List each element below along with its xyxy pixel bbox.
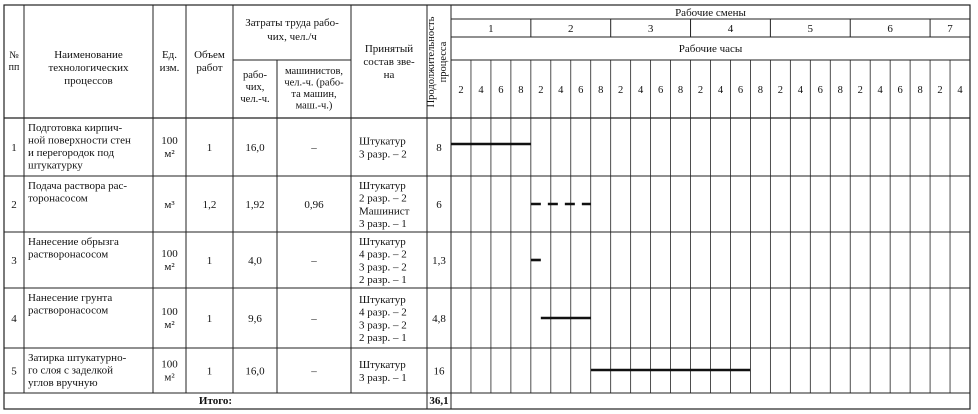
table-body (11, 122, 446, 389)
hour-label: 8 (677, 85, 684, 96)
hour-label: 6 (578, 85, 584, 96)
hour-label: 2 (538, 85, 544, 96)
row-labor-machinists: – (311, 142, 317, 154)
shift-label: 4 (727, 23, 734, 35)
row-unit: 100 (161, 135, 178, 147)
row-num: 4 (11, 313, 17, 325)
header-labor-machinists: маш.-ч.) (295, 100, 333, 112)
row-crew: 3 разр. – 2 (359, 148, 407, 161)
row-crew: 4 разр. – 2 (359, 248, 407, 261)
row-volume: 1 (206, 313, 213, 325)
row-duration: 8 (436, 142, 442, 154)
row-duration: 6 (436, 199, 442, 211)
total-value: 36,1 (429, 395, 449, 407)
header-unit: Ед. (161, 49, 178, 61)
shift-label: 1 (488, 23, 494, 35)
shift-label: 3 (647, 23, 654, 35)
header-crew: Принятый (364, 43, 414, 55)
row-duration: 1,3 (432, 255, 446, 267)
hour-label: 6 (737, 85, 744, 96)
hour-label: 6 (817, 85, 823, 96)
row-crew: Штукатур (359, 180, 406, 193)
hour-label: 4 (558, 85, 564, 96)
header-duration: процесса (438, 41, 449, 83)
row-unit: м² (164, 148, 175, 160)
row-num: 2 (11, 199, 17, 211)
row-name: растворонасосом (28, 248, 109, 261)
row-crew: 3 разр. – 1 (359, 217, 407, 230)
row-num: 5 (11, 365, 17, 378)
hour-label: 6 (657, 85, 664, 96)
header-name: процессов (64, 75, 113, 87)
row-name: Нанесение грунта (28, 292, 113, 304)
row-crew: 3 разр. – 1 (359, 371, 407, 384)
row-unit: м² (164, 371, 175, 384)
hour-label: 4 (957, 85, 963, 96)
header-name: Наименование (54, 49, 123, 61)
hour-label: 8 (917, 85, 923, 96)
row-labor-machinists: – (311, 313, 317, 325)
shift-label: 2 (568, 23, 574, 35)
table-header (9, 7, 964, 112)
row-duration: 4,8 (432, 313, 446, 325)
header-hours-title: Рабочие часы (678, 43, 743, 55)
row-labor-machinists: – (311, 255, 317, 267)
hour-label: 4 (478, 85, 484, 96)
header-labor: чих, чел./ч (267, 31, 317, 43)
table-row (11, 352, 445, 389)
row-unit: 100 (161, 306, 178, 318)
header-labor-workers: чих, (245, 82, 265, 93)
row-crew: Машинист (359, 205, 410, 218)
row-crew: Штукатур (359, 294, 406, 307)
table-row (11, 292, 446, 344)
header-crew: состав зве- (363, 56, 415, 68)
header-num: № (9, 50, 19, 61)
row-volume: 1 (206, 142, 213, 154)
row-crew: 3 разр. – 2 (359, 319, 407, 332)
total-row (199, 395, 449, 407)
header-num: пп (8, 62, 20, 73)
row-volume: 1,2 (202, 199, 217, 211)
row-labor-workers: 4,0 (248, 255, 262, 267)
header-labor-workers: рабо- (243, 70, 267, 81)
row-name: го слоя с заделкой (28, 364, 113, 377)
table-grid (4, 5, 970, 409)
hour-label: 2 (937, 85, 943, 96)
table-row (11, 236, 446, 286)
row-unit: 100 (161, 358, 178, 371)
hour-label: 8 (518, 85, 524, 96)
row-name: Нанесение обрызга (28, 236, 119, 248)
row-labor-machinists: – (311, 365, 317, 378)
hour-label: 8 (757, 85, 764, 96)
header-labor-machinists: машинистов, (284, 66, 344, 77)
header-volume: работ (196, 62, 223, 74)
hour-label: 2 (777, 85, 783, 96)
row-volume: 1 (206, 255, 213, 267)
hour-label: 2 (857, 85, 863, 96)
row-labor-workers: 1,92 (245, 199, 265, 211)
row-crew: Штукатур (359, 359, 406, 372)
table-row (11, 180, 442, 230)
header-shifts-title: Рабочие смены (675, 7, 746, 19)
shift-label: 5 (807, 23, 814, 35)
hour-label: 8 (837, 85, 843, 96)
gantt-bars (451, 144, 750, 370)
header-labor: Затраты труда рабо- (245, 17, 339, 29)
row-name: углов вручную (28, 377, 98, 389)
row-name: торонасосом (28, 192, 88, 205)
hour-label: 4 (797, 85, 803, 96)
shift-label: 7 (947, 23, 953, 35)
hour-label: 4 (638, 85, 644, 96)
row-name: Затирка штукатурно- (28, 352, 127, 364)
row-crew: 4 разр. – 2 (359, 306, 407, 319)
hour-label: 8 (598, 85, 604, 96)
row-name: Подготовка кирпич- (28, 122, 123, 134)
row-name: и перегородок под (28, 147, 115, 159)
row-name: растворонасосом (28, 304, 109, 317)
row-num: 3 (11, 255, 17, 267)
total-label: Итого: (198, 395, 233, 407)
row-crew: Штукатур (359, 135, 406, 148)
row-crew: 2 разр. – 1 (359, 273, 407, 286)
row-volume: 1 (206, 365, 213, 378)
header-duration: Продолжительность (426, 16, 437, 108)
row-unit: м² (164, 319, 175, 331)
row-name: ной поверхности стен (28, 134, 131, 147)
row-crew: 3 разр. – 2 (359, 261, 407, 274)
row-unit: м³ (164, 199, 175, 211)
row-unit: 100 (161, 248, 178, 260)
header-labor-machinists: чел.-ч. (рабо- (284, 77, 344, 89)
hour-label: 4 (717, 85, 724, 96)
hour-label: 2 (697, 85, 704, 96)
hour-label: 6 (897, 85, 903, 96)
row-crew: Штукатур (359, 236, 406, 249)
header-crew: на (383, 69, 395, 81)
table-row (11, 122, 442, 172)
header-volume: Объем (194, 49, 225, 61)
row-labor-machinists: 0,96 (304, 199, 324, 211)
row-unit: м² (164, 261, 175, 273)
hour-label: 2 (458, 85, 464, 96)
row-name: штукатурку (28, 159, 83, 172)
header-unit: изм. (159, 62, 180, 74)
row-labor-workers: 16,0 (245, 365, 265, 378)
header-labor-machinists: та машин, (291, 89, 337, 100)
row-labor-workers: 16,0 (245, 142, 265, 154)
row-crew: 2 разр. – 2 (359, 192, 407, 205)
row-crew: 2 разр. – 1 (359, 331, 407, 344)
header-labor-workers: чел.-ч. (240, 94, 270, 105)
row-name: Подача раствора рас- (28, 180, 128, 192)
row-labor-workers: 9,6 (248, 313, 262, 325)
hour-label: 4 (877, 85, 883, 96)
hour-label: 6 (498, 85, 504, 96)
hour-label: 2 (618, 85, 624, 96)
row-duration: 16 (433, 365, 445, 378)
header-name: технологических (48, 62, 129, 74)
shift-label: 6 (887, 23, 893, 35)
row-num: 1 (11, 142, 17, 154)
